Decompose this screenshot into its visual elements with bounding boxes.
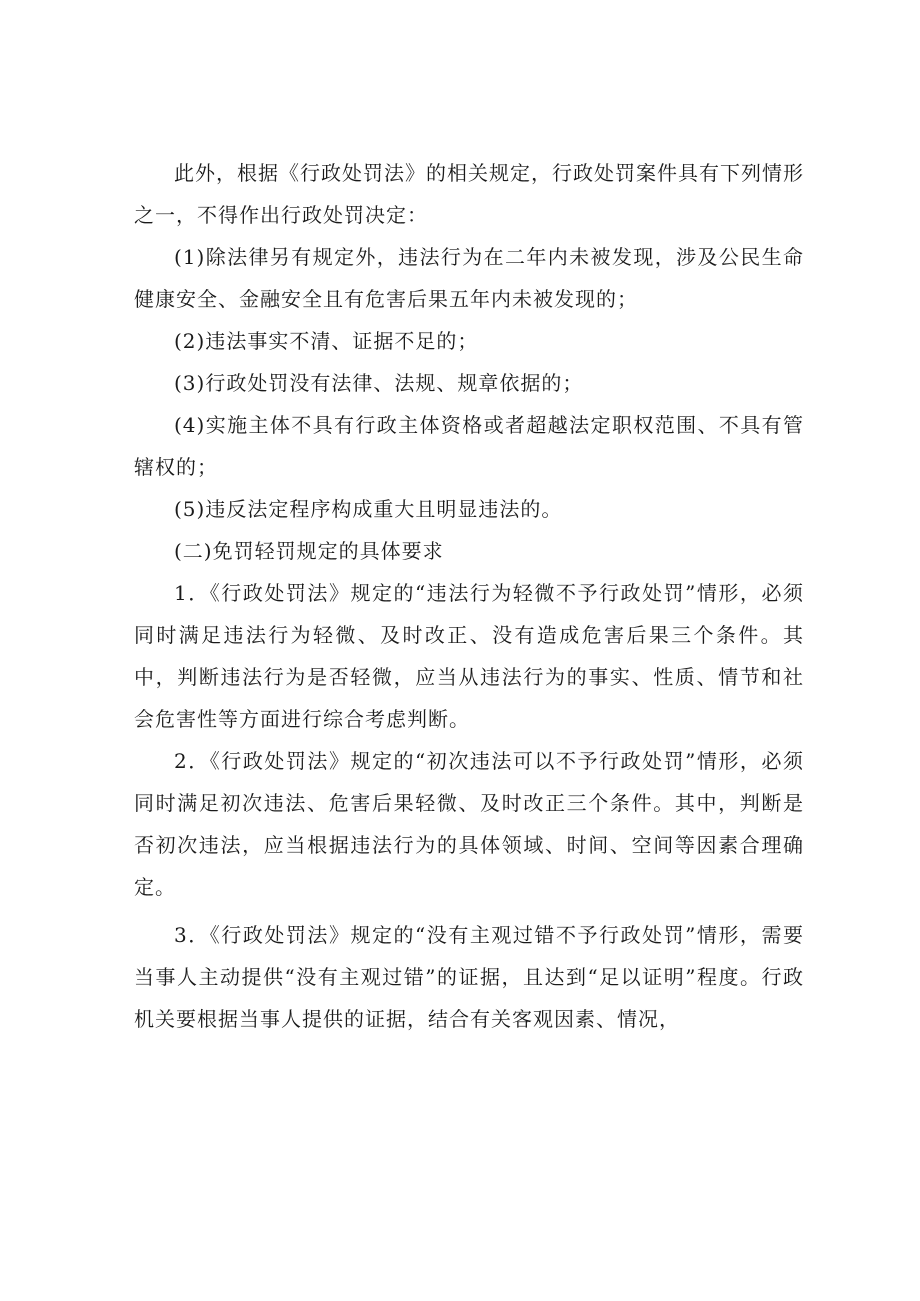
list-item-1: (1)除法律另有规定外，违法行为在二年内未被发现，涉及公民生命健康安全、金融安全且有危害后果五年内未被发现的； xyxy=(134,245,804,311)
document-body xyxy=(134,152,804,1040)
requirement-3: 3．《行政处罚法》规定的“没有主观过错不予行政处罚”情形，需要当事人主动提供“没有主观过错”的证据，且达到“足以证明”程度。行政机关要根据当事人提供的证据，结合有关客观因素、情况， xyxy=(134,923,804,1031)
list-item-3: (3)行政处罚没有法律、法规、规章依据的； xyxy=(174,371,584,395)
requirement-1: 1．《行政处罚法》规定的“违法行为轻微不予行政处罚”情形，必须同时满足违法行为轻微、及时改正、没有造成危害后果三个条件。其中，判断违法行为是否轻微，应当从违法行为的事实、性质、情节和社会危害性等方面进行综合考虑判断。 xyxy=(134,581,804,731)
list-item-4: (4)实施主体不具有行政主体资格或者超越法定职权范围、不具有管辖权的； xyxy=(134,413,804,479)
paragraph-intro: 此外，根据《行政处罚法》的相关规定，行政处罚案件具有下列情形之一，不得作出行政处罚决定： xyxy=(134,161,804,227)
list-item-5: (5)违反法定程序构成重大且明显违法的。 xyxy=(174,497,563,521)
section-heading: (二)免罚轻罚规定的具体要求 xyxy=(174,539,444,563)
requirement-2: 2．《行政处罚法》规定的“初次违法可以不予行政处罚”情形，必须同时满足初次违法、危害后果轻微、及时改正三个条件。其中，判断是否初次违法，应当根据违法行为的具体领域、时间、空间等因素合理确定。 xyxy=(134,749,804,899)
list-item-2: (2)违法事实不清、证据不足的； xyxy=(174,329,479,353)
